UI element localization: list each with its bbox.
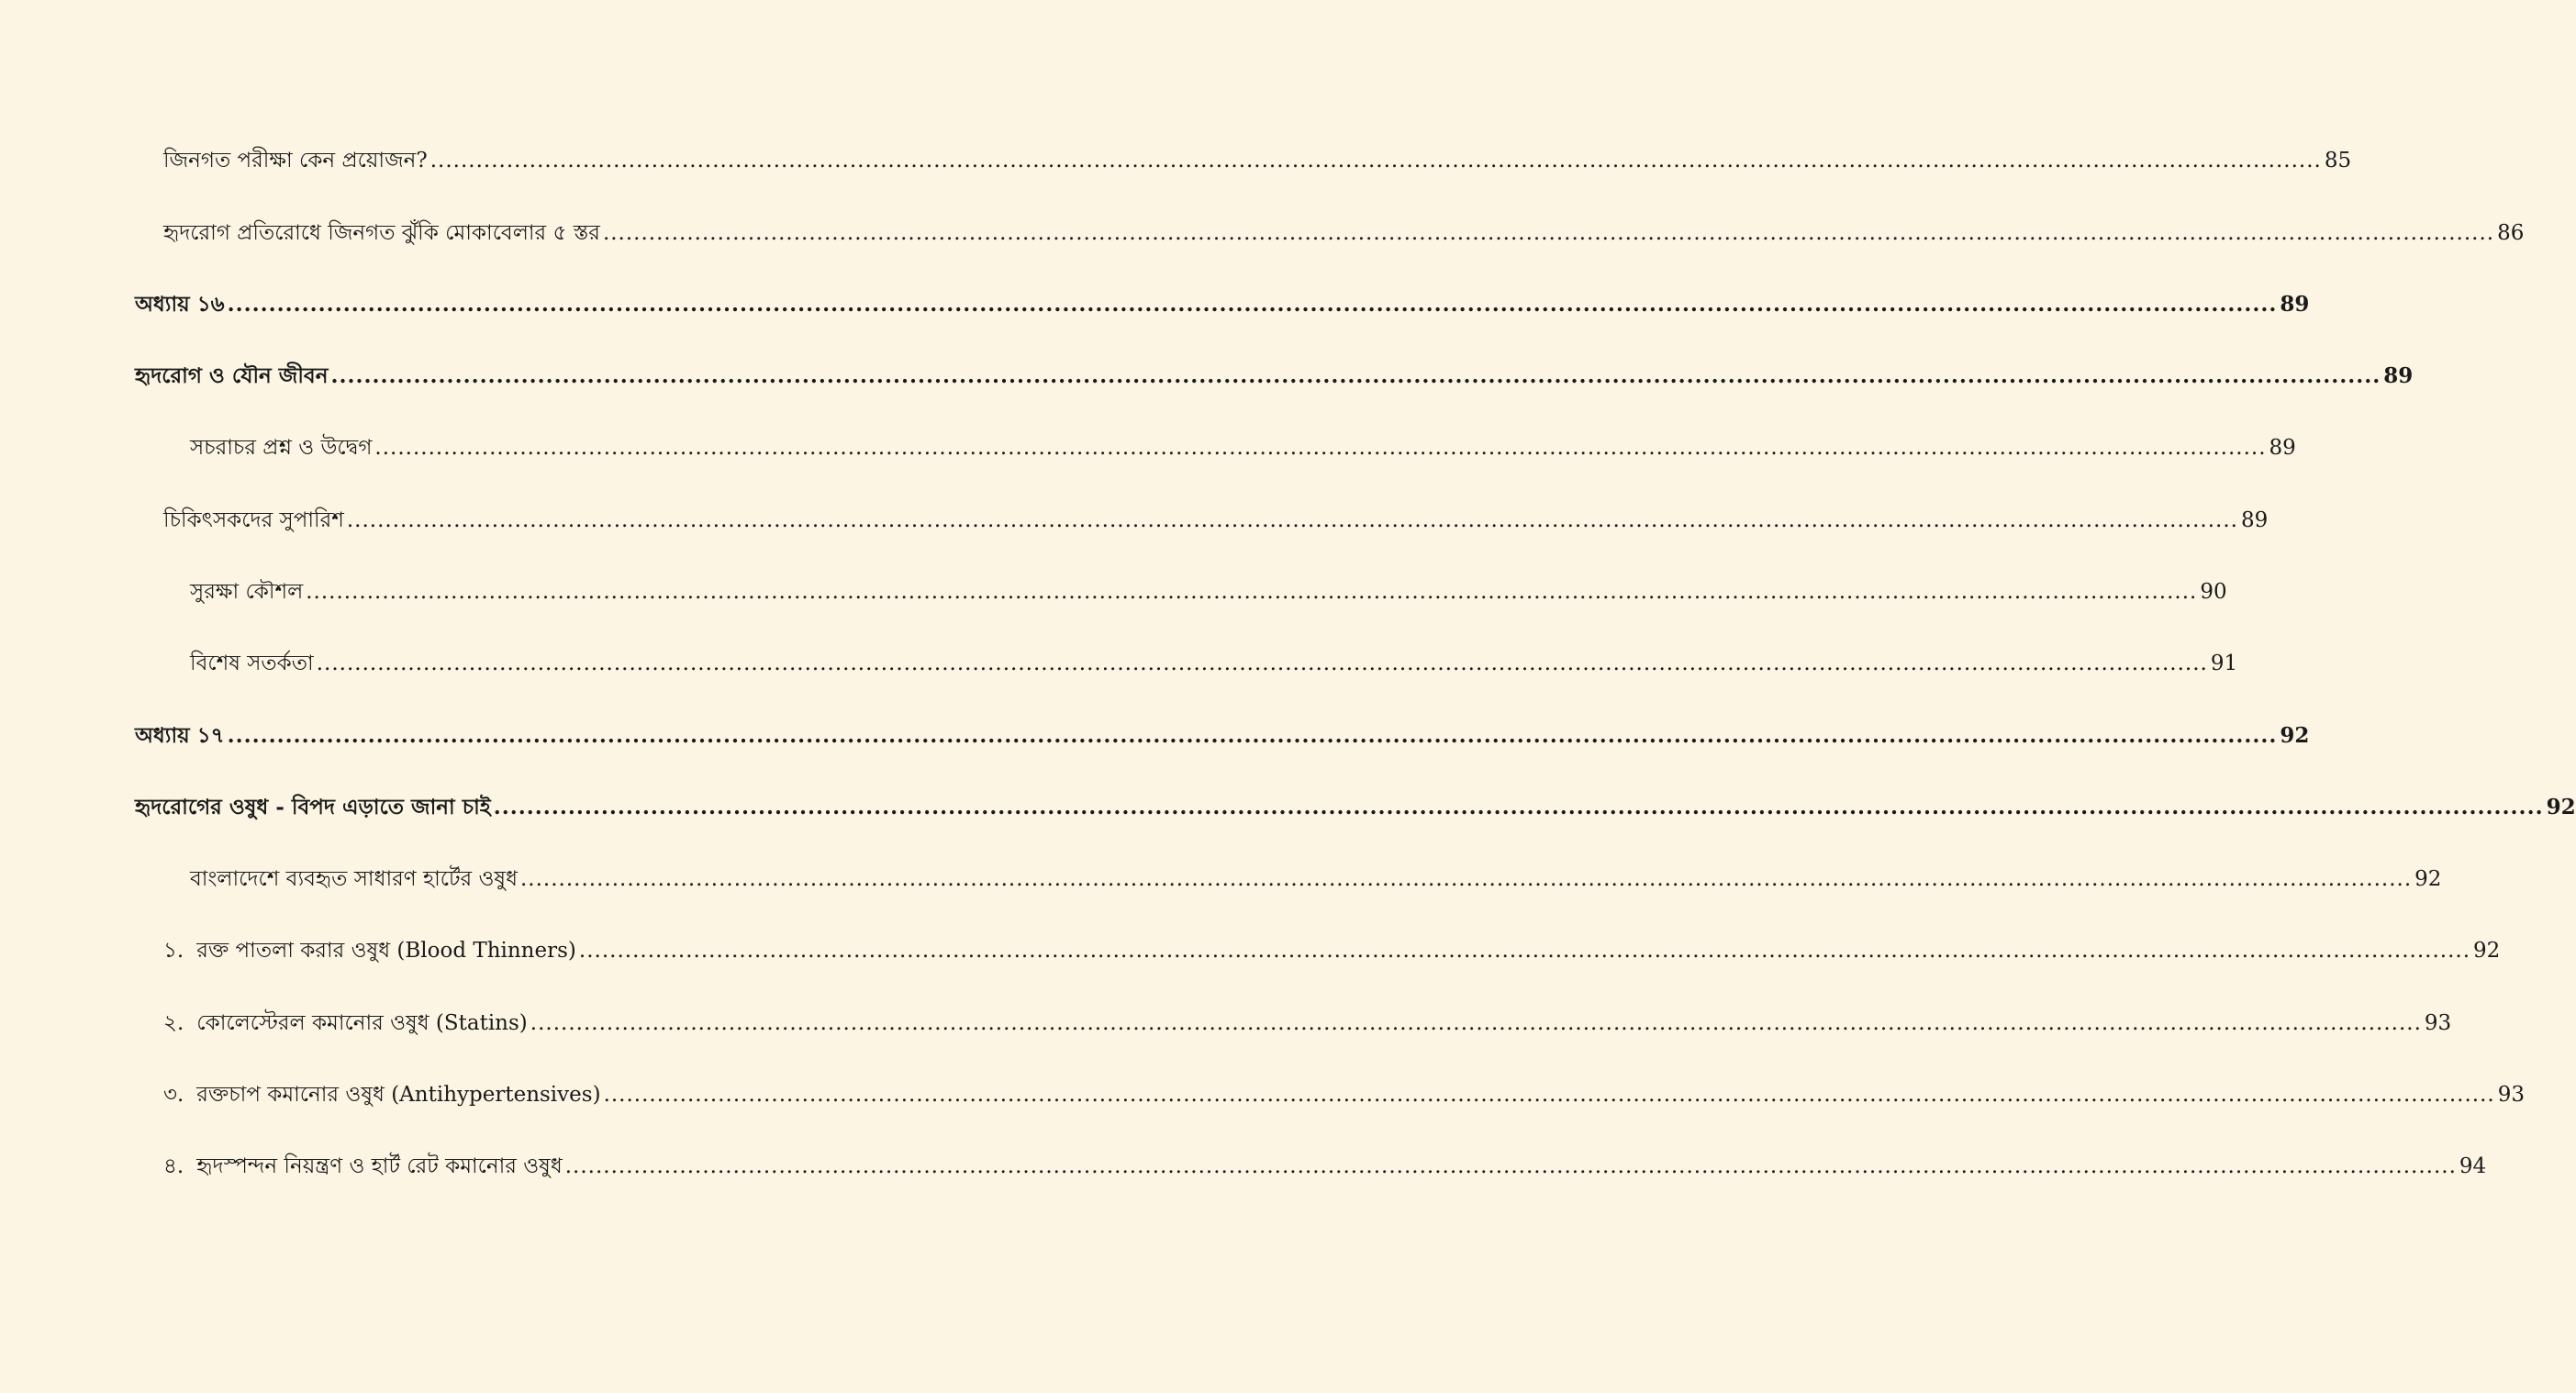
toc-entry-label: হৃদরোগ প্রতিরোধে জিনগত ঝুঁকি মোকাবেলার ৫ স্তর (163, 221, 600, 245)
dot-leader (565, 1148, 2457, 1185)
dot-leader (520, 861, 2412, 897)
toc-entry-page: 90 (2200, 580, 2227, 604)
dot-leader (330, 358, 2381, 395)
toc-entry-label: সুরক্ষা কৌশল (190, 580, 304, 604)
toc-entry-page: 92 (2414, 867, 2442, 891)
toc-entry-page: 89 (2269, 436, 2296, 460)
toc-entry-page: 94 (2459, 1154, 2487, 1178)
toc-entry-label: হৃদস্পন্দন নিয়ন্ত্রণ ও হার্ট রেট কমানোর ওষুধ (196, 1154, 563, 1178)
toc-numbered-entry (163, 932, 2501, 969)
toc-chapter-entry (135, 286, 2310, 323)
toc-entry-number: ২. (163, 1011, 184, 1035)
toc-entry-label: অধ্যায় ১৬ (135, 292, 225, 317)
dot-leader (374, 429, 2266, 466)
dot-leader (494, 789, 2544, 826)
toc-entry-label: সচরাচর প্রশ্ন ও উদ্বেগ (190, 436, 373, 460)
toc-chapter-entry (135, 718, 2310, 754)
toc-entry-number: ৩. (163, 1083, 184, 1107)
toc-entry (190, 574, 2227, 610)
toc-entry-page: 92 (2280, 723, 2310, 748)
toc-entry-label: কোলেস্টেরল কমানোর ওষুধ (Statins) (196, 1011, 528, 1035)
toc-entry-page: 93 (2497, 1083, 2525, 1107)
toc-numbered-entry (163, 1076, 2525, 1113)
toc-entry (190, 429, 2296, 466)
toc-entry-page: 92 (2546, 795, 2576, 819)
toc-entry-page: 89 (2280, 292, 2310, 317)
toc-entry-label: রক্ত পাতলা করার ওষুধ (Blood Thinners) (196, 939, 576, 963)
toc-entry-label: হৃদরোগের ওষুধ - বিপদ এড়াতে জানা চাই (135, 795, 491, 819)
dot-leader (579, 932, 2470, 969)
toc-entry (163, 502, 2269, 539)
toc-entry-label: চিকিৎসকদের সুপারিশ (163, 508, 344, 532)
toc-entry-label: হৃদরোগ ও যৌন জীবন (135, 363, 329, 388)
toc-entry-page: 92 (2473, 939, 2501, 963)
toc-entry-page: 91 (2210, 652, 2238, 675)
dot-leader (430, 142, 2322, 179)
toc-numbered-entry (163, 1148, 2487, 1185)
toc-entry-number: ১. (163, 939, 184, 963)
dot-leader (347, 502, 2238, 539)
toc-entry-page: 86 (2497, 221, 2525, 245)
toc-entry-label: বিশেষ সতর্কতা (190, 652, 314, 675)
toc-entry-number: ৪. (163, 1154, 184, 1178)
toc-entry-label: জিনগত পরীক্ষা কেন প্রয়োজন? (163, 149, 428, 173)
toc-chapter-title-entry (135, 358, 2414, 395)
toc-entry-label: বাংলাদেশে ব্যবহৃত সাধারণ হার্টের ওষুধ (190, 867, 518, 891)
dot-leader (317, 645, 2208, 682)
toc-entry (163, 215, 2525, 251)
toc-entry-page: 89 (2240, 508, 2269, 532)
toc-entry-page: 93 (2424, 1011, 2452, 1035)
toc-entry (190, 861, 2442, 897)
toc-entry-label: রক্তচাপ কমানোর ওষুধ (Antihypertensives) (196, 1083, 601, 1107)
dot-leader (228, 718, 2278, 754)
dot-leader (604, 1076, 2495, 1113)
toc-entry (190, 645, 2238, 682)
dot-leader (530, 1005, 2422, 1042)
dot-leader (603, 215, 2494, 251)
toc-entry (163, 142, 2352, 179)
toc-numbered-entry (163, 1005, 2452, 1042)
toc-entry-label: অধ্যায় ১৭ (135, 723, 225, 748)
toc-chapter-title-entry (135, 789, 2576, 826)
dot-leader (306, 574, 2197, 610)
toc-entry-page: 85 (2324, 149, 2352, 173)
dot-leader (228, 286, 2278, 323)
toc-entry-page: 89 (2383, 363, 2414, 388)
